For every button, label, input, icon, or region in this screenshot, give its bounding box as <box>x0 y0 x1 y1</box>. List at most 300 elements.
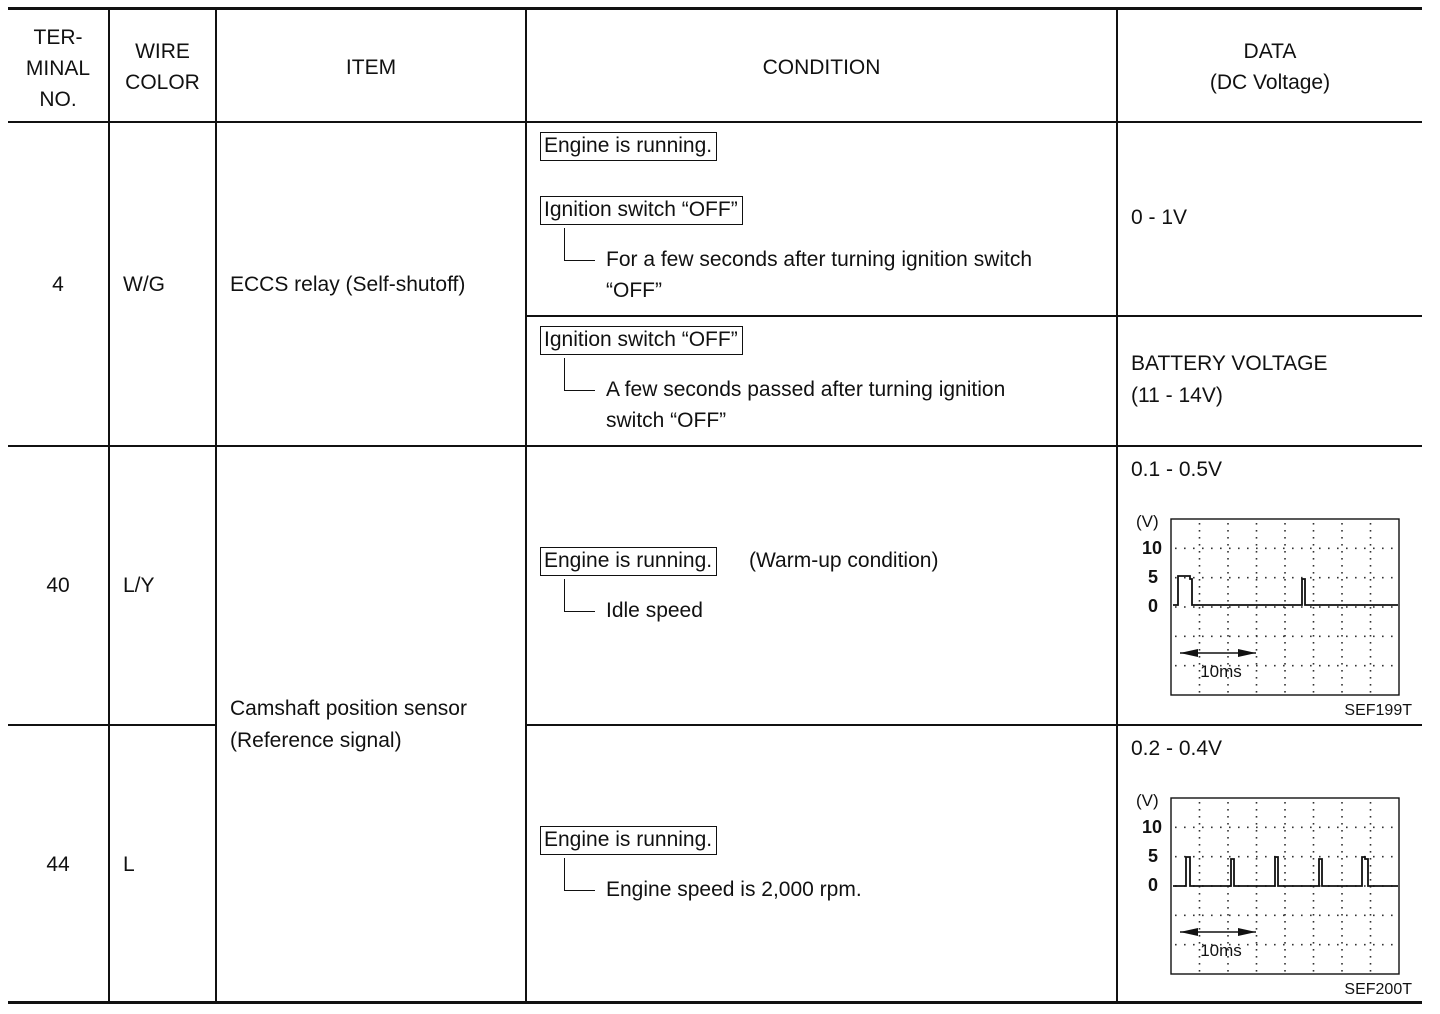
scope-grid-dot <box>1227 837 1229 839</box>
scope-grid-dot <box>1370 677 1372 679</box>
scope-grid-dot <box>1341 572 1343 574</box>
scope-grid-dot <box>1247 944 1249 946</box>
scope-trace <box>1173 857 1398 886</box>
scope-grid-dot <box>1283 665 1285 667</box>
scope-grid-dot <box>1193 827 1195 829</box>
scope-grid-dot <box>1199 921 1201 923</box>
scope-grid-dot <box>1391 856 1393 858</box>
scope-grid-dot <box>1373 577 1375 579</box>
condition-detail: switch “OFF” <box>606 409 727 432</box>
scope-grid-dot <box>1370 900 1372 902</box>
scope-grid-dot <box>1227 621 1229 623</box>
scope-grid-dot <box>1227 823 1229 825</box>
row4-bottom-rule <box>8 445 1422 447</box>
header-wire-color: WIRE COLOR <box>125 40 200 94</box>
scope-grid-dot <box>1256 935 1258 937</box>
scope-grid-dot <box>1184 827 1186 829</box>
scope-grid-dot <box>1284 949 1286 951</box>
scope-grid-dot <box>1247 915 1249 917</box>
scope-grid-dot <box>1373 548 1375 550</box>
figure-ref: SEF200T <box>1344 981 1412 998</box>
scope-grid-dot <box>1175 944 1177 946</box>
scope-grid-dot <box>1301 944 1303 946</box>
scope-grid-dot <box>1199 893 1201 895</box>
scope-grid-dot <box>1199 565 1201 567</box>
scope-grid-dot <box>1355 856 1357 858</box>
wire-color: L/Y <box>123 574 155 597</box>
scope-grid-dot <box>1364 636 1366 638</box>
scope-grid-dot <box>1364 577 1366 579</box>
condition-connector <box>564 228 595 261</box>
scope-grid-dot <box>1328 915 1330 917</box>
scope-grid-dot <box>1256 636 1258 638</box>
scope-grid-dot <box>1238 636 1240 638</box>
condition-connector <box>564 579 595 612</box>
scope-grid-dot <box>1284 956 1286 958</box>
scope-grid-dot <box>1373 827 1375 829</box>
scope-grid-dot <box>1313 635 1315 637</box>
header-bottom-rule <box>8 121 1422 123</box>
scope-grid-dot <box>1328 665 1330 667</box>
scope-grid-dot <box>1256 663 1258 665</box>
scope-grid-dot <box>1256 551 1258 553</box>
scope-grid-dot <box>1370 537 1372 539</box>
scope-grid-dot <box>1341 893 1343 895</box>
scope-grid-dot <box>1256 928 1258 930</box>
scope-grid-dot <box>1284 649 1286 651</box>
scope-grid-dot <box>1284 823 1286 825</box>
scope-grid-dot <box>1184 944 1186 946</box>
scope-grid-dot <box>1313 593 1315 595</box>
scope-grid-dot <box>1292 577 1294 579</box>
scope-grid-dot <box>1199 649 1201 651</box>
scope-ytick: 5 <box>1147 846 1158 866</box>
scope-grid-dot <box>1313 642 1315 644</box>
scope-ytick: 10 <box>1141 817 1162 837</box>
scope-grid-dot <box>1370 970 1372 972</box>
scope-grid-dot <box>1202 577 1204 579</box>
scope-grid-dot <box>1313 621 1315 623</box>
scope-grid-dot <box>1382 665 1384 667</box>
scope-grid-dot <box>1265 856 1267 858</box>
scope-grid-dot <box>1284 844 1286 846</box>
scope-grid-dot <box>1313 677 1315 679</box>
scope-grid-dot <box>1193 944 1195 946</box>
scope-grid-dot <box>1284 642 1286 644</box>
scope-grid-dot <box>1256 665 1258 667</box>
scope-grid-dot <box>1238 577 1240 579</box>
scope-grid-dot <box>1346 577 1348 579</box>
scope-grid-dot <box>1283 827 1285 829</box>
scope-grid-dot <box>1341 907 1343 909</box>
scope-grid-dot <box>1256 670 1258 672</box>
scope-grid-dot <box>1220 915 1222 917</box>
scope-grid-dot <box>1199 551 1201 553</box>
scope-grid-dot <box>1283 606 1285 608</box>
scope-grid-dot <box>1328 827 1330 829</box>
scope-grid-dot <box>1310 606 1312 608</box>
scope-grid-dot <box>1238 915 1240 917</box>
condition-box: Engine is running. <box>540 826 717 855</box>
scope-grid-dot <box>1370 865 1372 867</box>
scope-grid-dot <box>1313 949 1315 951</box>
scope-grid-dot <box>1341 823 1343 825</box>
scope-grid-dot <box>1370 558 1372 560</box>
scope-grid-dot <box>1313 530 1315 532</box>
scope-grid-dot <box>1265 827 1267 829</box>
scope-grid-dot <box>1337 944 1339 946</box>
scope-grid-dot <box>1284 816 1286 818</box>
scope-grid-dot <box>1284 579 1286 581</box>
scope-grid-dot <box>1256 963 1258 965</box>
scope-grid-dot <box>1256 606 1258 608</box>
scope-grid-dot <box>1341 614 1343 616</box>
scope-grid-dot <box>1341 802 1343 804</box>
scope-grid-dot <box>1341 970 1343 972</box>
scope-grid-dot <box>1341 858 1343 860</box>
scope-grid-dot <box>1256 844 1258 846</box>
scope-grid-dot <box>1199 684 1201 686</box>
scope-grid-dot <box>1247 548 1249 550</box>
scope-grid-dot <box>1283 944 1285 946</box>
scope-grid-dot <box>1220 548 1222 550</box>
scope-grid-dot <box>1199 523 1201 525</box>
scope-grid-dot <box>1310 548 1312 550</box>
scope-grid-dot <box>1202 856 1204 858</box>
scope-grid-dot <box>1313 956 1315 958</box>
scope-grid-dot <box>1265 665 1267 667</box>
scope-grid-dot <box>1319 827 1321 829</box>
scope-grid-dot <box>1227 579 1229 581</box>
scope-grid-dot <box>1284 628 1286 630</box>
scope-grid-dot <box>1199 851 1201 853</box>
scope-grid-dot <box>1370 670 1372 672</box>
scope-grid-dot <box>1256 649 1258 651</box>
scope-grid-dot <box>1238 856 1240 858</box>
scope-grid-dot <box>1370 928 1372 930</box>
scope-grid-dot <box>1313 802 1315 804</box>
scope-grid-dot <box>1382 548 1384 550</box>
scope-grid-dot <box>1227 628 1229 630</box>
scope-grid-dot <box>1313 858 1315 860</box>
scope-grid-dot <box>1227 893 1229 895</box>
scope-grid-dot <box>1284 970 1286 972</box>
scope-grid-dot <box>1346 636 1348 638</box>
scope-grid-dot <box>1227 614 1229 616</box>
scope-grid-dot <box>1247 636 1249 638</box>
scope-grid-dot <box>1274 636 1276 638</box>
scope-grid-dot <box>1199 907 1201 909</box>
scope-grid-dot <box>1238 606 1240 608</box>
scope-grid-dot <box>1319 548 1321 550</box>
scope-grid-dot <box>1370 593 1372 595</box>
scope-grid-dot <box>1247 606 1249 608</box>
scope-grid-dot <box>1364 665 1366 667</box>
condition-detail: For a few seconds after turning ignition switch <box>606 248 1033 271</box>
scope-grid-dot <box>1256 851 1258 853</box>
scope-grid-dot <box>1227 691 1229 693</box>
condition-detail: “OFF” <box>606 279 662 302</box>
scope-grid-dot <box>1319 915 1321 917</box>
scope-grid-dot <box>1227 858 1229 860</box>
scope-grid-dot <box>1274 577 1276 579</box>
scope-grid-dot <box>1256 577 1258 579</box>
scope-grid-dot <box>1341 872 1343 874</box>
scope-grid-dot <box>1370 823 1372 825</box>
col-divider-3 <box>525 10 527 1002</box>
scope-grid-dot <box>1346 548 1348 550</box>
scope-grid-dot <box>1256 621 1258 623</box>
scope-grid-dot <box>1202 548 1204 550</box>
scope-grid-dot <box>1341 579 1343 581</box>
scope-grid-dot <box>1175 577 1177 579</box>
scope-grid-dot <box>1175 856 1177 858</box>
scope-grid-dot <box>1313 837 1315 839</box>
scope-grid-dot <box>1175 606 1177 608</box>
scope-grid-dot <box>1227 928 1229 930</box>
scope-grid-dot <box>1283 856 1285 858</box>
scope-grid-dot <box>1313 586 1315 588</box>
scope-grid-dot <box>1301 827 1303 829</box>
scope-grid-dot <box>1227 656 1229 658</box>
scope-grid-dot <box>1227 572 1229 574</box>
scope-grid-dot <box>1202 827 1204 829</box>
scope-grid-dot <box>1313 907 1315 909</box>
scope-grid-dot <box>1313 865 1315 867</box>
scope-grid-dot <box>1193 577 1195 579</box>
scope-grid-dot <box>1199 642 1201 644</box>
scope-grid-dot <box>1256 949 1258 951</box>
scope-grid-dot <box>1341 677 1343 679</box>
scope-grid-dot <box>1175 665 1177 667</box>
scope-grid-dot <box>1284 523 1286 525</box>
scope-grid-dot <box>1370 963 1372 965</box>
scope-grid-dot <box>1199 537 1201 539</box>
scope-grid-dot <box>1337 856 1339 858</box>
scope-grid-dot <box>1310 856 1312 858</box>
scope-grid-dot <box>1310 915 1312 917</box>
scope-grid-dot <box>1337 606 1339 608</box>
scope-grid-dot <box>1220 577 1222 579</box>
oscilloscope-waveform <box>1128 506 1420 720</box>
scope-grid-dot <box>1341 816 1343 818</box>
scope-grid-dot <box>1256 656 1258 658</box>
scope-grid-dot <box>1313 816 1315 818</box>
scope-grid-dot <box>1199 530 1201 532</box>
scope-grid-dot <box>1301 606 1303 608</box>
scope-grid-dot <box>1256 579 1258 581</box>
scope-grid-dot <box>1341 530 1343 532</box>
scope-grid-dot <box>1227 900 1229 902</box>
scope-grid-dot <box>1227 809 1229 811</box>
scope-grid-dot <box>1292 636 1294 638</box>
scope-grid-dot <box>1341 621 1343 623</box>
scope-grid-dot <box>1265 944 1267 946</box>
scope-grid-dot <box>1199 823 1201 825</box>
scope-grid-dot <box>1211 577 1213 579</box>
scope-grid-dot <box>1370 851 1372 853</box>
scope-grid-dot <box>1256 816 1258 818</box>
item-name: Camshaft position sensor <box>230 697 467 720</box>
scope-grid-dot <box>1256 593 1258 595</box>
scope-grid-dot <box>1256 856 1258 858</box>
scope-grid-dot <box>1229 915 1231 917</box>
scope-grid-dot <box>1328 606 1330 608</box>
scope-grid-dot <box>1227 593 1229 595</box>
scope-grid-dot <box>1370 949 1372 951</box>
scope-grid-dot <box>1256 530 1258 532</box>
scope-grid-dot <box>1227 642 1229 644</box>
scope-grid-dot <box>1337 827 1339 829</box>
scope-grid-dot <box>1364 885 1366 887</box>
scope-timebase-arrow <box>1180 928 1256 936</box>
scope-grid-dot <box>1227 872 1229 874</box>
scope-grid-dot <box>1256 809 1258 811</box>
scope-grid-dot <box>1313 600 1315 602</box>
scope-grid-dot <box>1382 915 1384 917</box>
scope-grid-dot <box>1341 914 1343 916</box>
scope-grid-dot <box>1370 642 1372 644</box>
scope-grid-dot <box>1364 944 1366 946</box>
scope-grid-dot <box>1284 684 1286 686</box>
scope-grid-dot <box>1229 856 1231 858</box>
scope-grid-dot <box>1227 544 1229 546</box>
scope-grid-dot <box>1220 827 1222 829</box>
scope-grid-dot <box>1319 606 1321 608</box>
scope-grid-dot <box>1373 856 1375 858</box>
scope-grid-dot <box>1227 684 1229 686</box>
row4-subrow-rule <box>526 315 1422 317</box>
scope-grid-dot <box>1319 856 1321 858</box>
scope-grid-dot <box>1284 537 1286 539</box>
scope-grid-dot <box>1391 636 1393 638</box>
scope-grid-dot <box>1199 879 1201 881</box>
scope-grid-dot <box>1227 830 1229 832</box>
item-name: ECCS relay (Self-shutoff) <box>230 273 466 296</box>
scope-grid-dot <box>1284 865 1286 867</box>
scope-grid-dot <box>1382 827 1384 829</box>
scope-grid-dot <box>1256 872 1258 874</box>
scope-grid-dot <box>1256 942 1258 944</box>
scope-timebase-arrow <box>1180 649 1256 657</box>
scope-ytick: 0 <box>1147 875 1158 895</box>
scope-grid-dot <box>1370 830 1372 832</box>
scope-grid-dot <box>1284 670 1286 672</box>
scope-grid-dot <box>1341 844 1343 846</box>
scope-grid-dot <box>1199 844 1201 846</box>
scope-grid-dot <box>1313 572 1315 574</box>
scope-grid-dot <box>1341 523 1343 525</box>
scope-grid-dot <box>1301 665 1303 667</box>
scope-grid-dot <box>1370 656 1372 658</box>
scope-grid-dot <box>1256 691 1258 693</box>
scope-grid-dot <box>1313 851 1315 853</box>
scope-grid-dot <box>1193 856 1195 858</box>
scope-grid-dot <box>1382 606 1384 608</box>
scope-grid-dot <box>1341 851 1343 853</box>
condition-detail: A few seconds passed after turning ignition <box>606 378 1006 401</box>
scope-grid-dot <box>1341 628 1343 630</box>
scope-grid-dot <box>1199 963 1201 965</box>
scope-grid-dot <box>1199 970 1201 972</box>
scope-grid-dot <box>1229 827 1231 829</box>
scope-grid-dot <box>1199 809 1201 811</box>
scope-grid-dot <box>1247 856 1249 858</box>
scope-grid-dot <box>1341 942 1343 944</box>
scope-grid-dot <box>1284 907 1286 909</box>
scope-grid-dot <box>1256 823 1258 825</box>
scope-grid-dot <box>1364 606 1366 608</box>
scope-grid-dot <box>1341 663 1343 665</box>
oscilloscope-waveform <box>1128 785 1420 999</box>
scope-grid-dot <box>1341 670 1343 672</box>
scope-grid-dot <box>1175 548 1177 550</box>
scope-grid-dot <box>1341 544 1343 546</box>
scope-grid-dot <box>1373 636 1375 638</box>
scope-grid-dot <box>1199 691 1201 693</box>
scope-grid-dot <box>1319 665 1321 667</box>
scope-grid-dot <box>1256 565 1258 567</box>
scope-grid-dot <box>1337 665 1339 667</box>
scope-grid-dot <box>1370 879 1372 881</box>
scope-grid-dot <box>1313 921 1315 923</box>
scope-grid-dot <box>1284 572 1286 574</box>
scope-grid-dot <box>1313 607 1315 609</box>
scope-grid-dot <box>1370 907 1372 909</box>
data-value: BATTERY VOLTAGE <box>1131 352 1328 375</box>
scope-grid-dot <box>1341 963 1343 965</box>
scope-grid-dot <box>1341 586 1343 588</box>
scope-grid-dot <box>1341 656 1343 658</box>
terminal-no: 44 <box>46 853 70 876</box>
scope-grid-dot <box>1382 944 1384 946</box>
scope-grid-dot <box>1184 915 1186 917</box>
header-condition: CONDITION <box>762 56 881 79</box>
wire-color: L <box>123 853 135 876</box>
scope-grid-dot <box>1337 636 1339 638</box>
scope-grid-dot <box>1341 635 1343 637</box>
data-value: 0 - 1V <box>1131 206 1188 229</box>
scope-grid-dot <box>1256 677 1258 679</box>
scope-grid-dot <box>1227 865 1229 867</box>
scope-grid-dot <box>1199 830 1201 832</box>
scope-grid-dot <box>1199 544 1201 546</box>
scope-grid-dot <box>1328 944 1330 946</box>
scope-grid-dot <box>1370 942 1372 944</box>
scope-grid-dot <box>1370 872 1372 874</box>
scope-grid-dot <box>1341 642 1343 644</box>
scope-grid-dot <box>1284 872 1286 874</box>
scope-grid-dot <box>1227 530 1229 532</box>
scope-grid-dot <box>1284 558 1286 560</box>
scope-grid-dot <box>1313 579 1315 581</box>
scope-grid-dot <box>1256 858 1258 860</box>
scope-grid-dot <box>1370 628 1372 630</box>
scope-grid-dot <box>1313 914 1315 916</box>
scope-grid-dot <box>1256 956 1258 958</box>
scope-ytick: 0 <box>1147 596 1158 616</box>
scope-grid-dot <box>1256 523 1258 525</box>
scope-grid-dot <box>1265 606 1267 608</box>
scope-grid-dot <box>1341 900 1343 902</box>
scope-grid-dot <box>1292 944 1294 946</box>
scope-grid-dot <box>1274 606 1276 608</box>
scope-grid-dot <box>1283 915 1285 917</box>
scope-grid-dot <box>1199 802 1201 804</box>
scope-grid-dot <box>1373 606 1375 608</box>
scope-grid-dot <box>1301 548 1303 550</box>
scope-grid-dot <box>1370 802 1372 804</box>
